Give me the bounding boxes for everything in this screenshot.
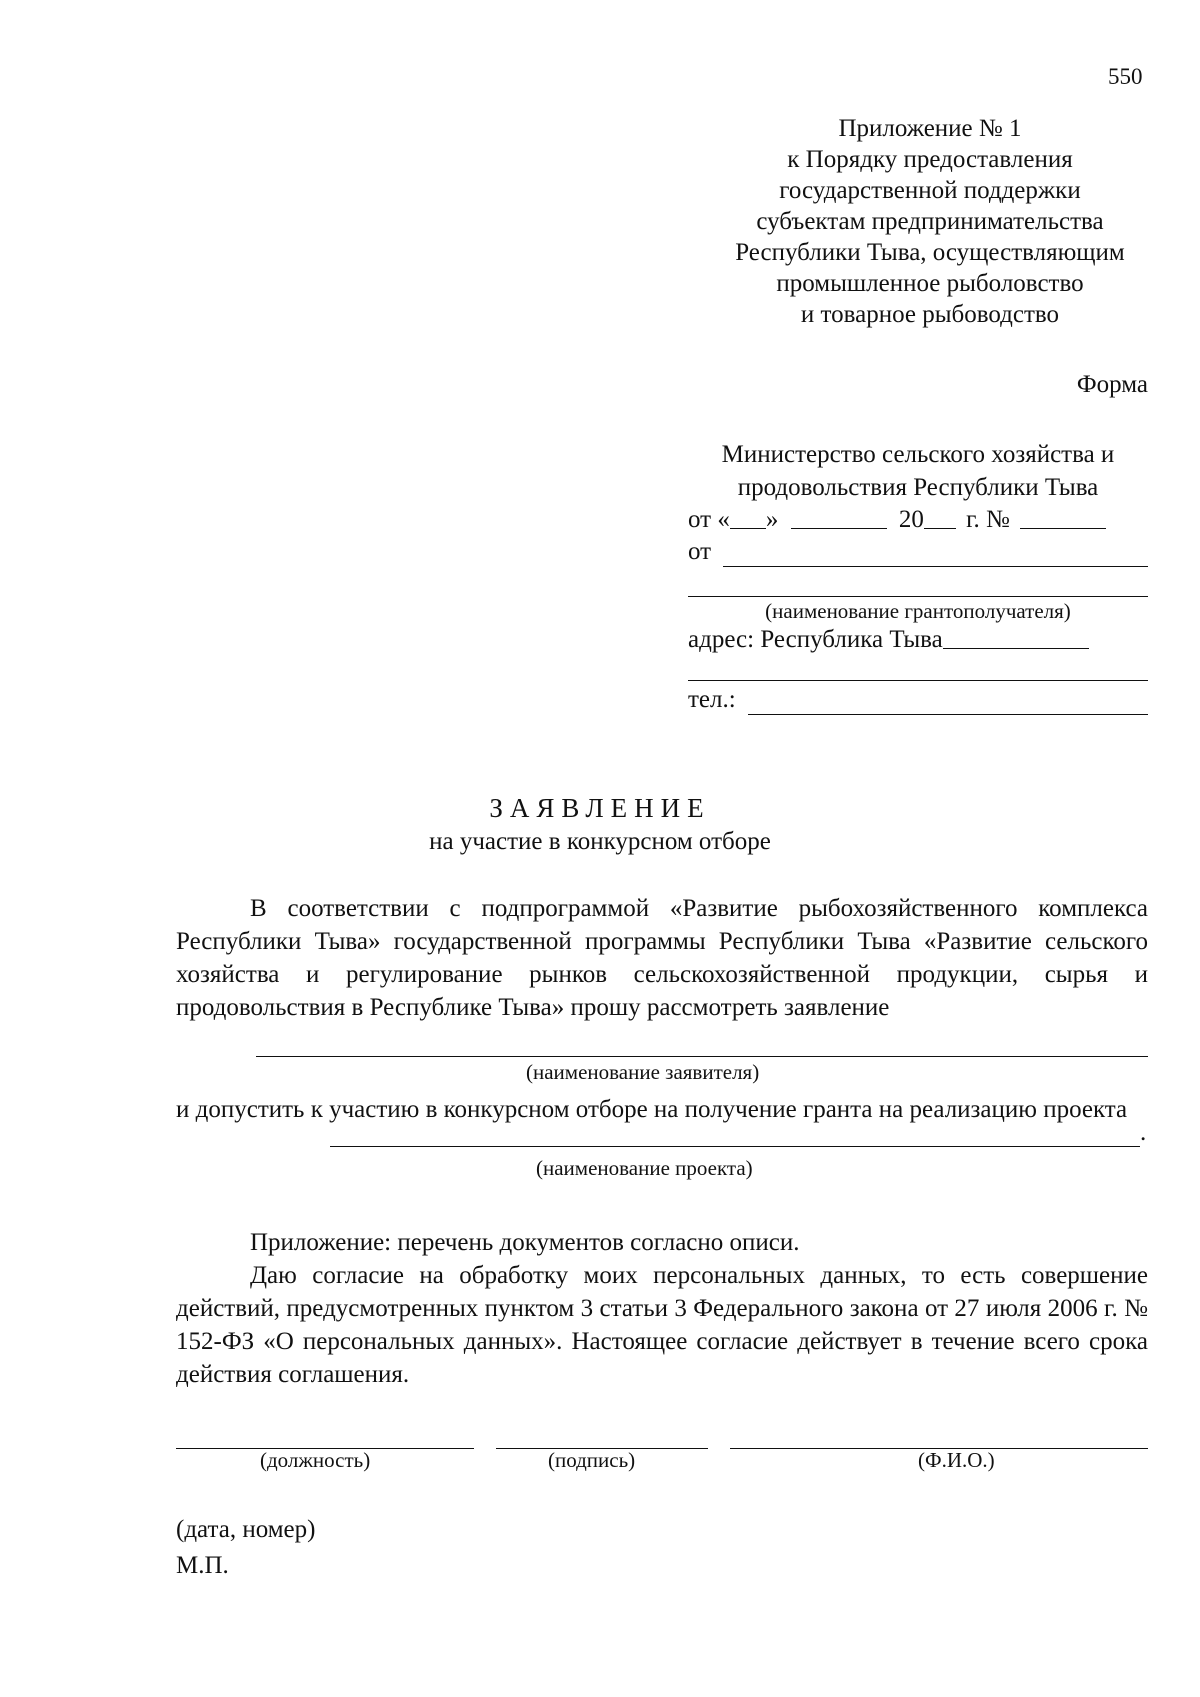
from-field[interactable] <box>723 542 1148 567</box>
phone-label: тел.: <box>688 686 736 713</box>
consent-paragraph: Даю согласие на обработку моих персональных данных, то есть совершение действий, предусмотренных пунктом 3 статьи 3 Федерального закона от 27 июля 2006 г. № 152-ФЗ «О персональных данных». Настоящее согласие действует в течение всего срока действия соглашения. <box>176 1262 1148 1388</box>
appendix-line: промышленное рыболовство <box>776 270 1084 297</box>
appendix-header <box>680 113 1180 330</box>
appendix-line: и товарное рыбоводство <box>800 301 1060 328</box>
application-body-3 <box>176 1226 1148 1391</box>
title-main: ЗАЯВЛЕНИЕ <box>489 793 711 823</box>
phone-row <box>688 684 1148 716</box>
position-field[interactable] <box>176 1424 474 1449</box>
document-page: 550 Приложение № 1 к Порядку предоставления государственной поддержки субъектам предпринимательства Республики Тыва, осуществляющим промышленное рыболовство и товарное рыбоводство Форма Министерство сельского хозяйства и продовольствия Республики Тыва от « » 20 г. № от (наименование грантополучателя) адрес: Республика Тыва тел.: ЗАЯВЛЕНИЕ на участие в конкурсном отборе В соответствии с подпрограммой «Развитие рыбохозяйственного комплекса Республики Тыва» государственной программы Республики Тыва «Развитие сельского хозяйства и регулирование рынков сельскохозяйственной продукции, сырья и продовольствия в Республике Тыва» прошу рассмотреть заявление (наименование заявителя) и допустить к участию в конкурсном отборе на получение гранта на реализацию проекта . (наименование проекта) Приложение: перечень документов согласно описи. Даю согласие на обработку моих персональных данных, то есть совершение действий, предусмотренных пунктом 3 статьи 3 Федерального закона от 27 июля 2006 г. № 152-ФЗ «О персональных данных». Настоящее согласие действует в течение всего срока действия соглашения. (должность) (подпись) (Ф.И.О.) (дата, номер) М.П. <box>0 0 1200 1697</box>
project-name-field[interactable] <box>330 1122 1140 1147</box>
day-field[interactable] <box>730 504 766 529</box>
year-suffix: г. № <box>966 506 1010 533</box>
position-caption: (должность) <box>260 1448 371 1472</box>
date-number-row <box>688 504 1148 536</box>
date-number-label: (дата, номер) <box>176 1516 316 1543</box>
grantee-name-field[interactable] <box>688 572 1148 597</box>
signature-caption: (подпись) <box>548 1448 636 1472</box>
document-title <box>0 790 1200 858</box>
appendix-line: к Порядку предоставления <box>787 146 1073 173</box>
signature-field[interactable] <box>496 1424 708 1449</box>
recipient-ministry-line1: Министерство сельского хозяйства и <box>721 441 1115 468</box>
year-prefix: 20 <box>898 506 924 533</box>
phone-field[interactable] <box>748 690 1148 715</box>
form-label: Форма <box>1076 371 1148 398</box>
address-continuation-field[interactable] <box>688 656 1148 681</box>
year-field[interactable] <box>924 504 956 529</box>
applicant-caption: (наименование заявителя) <box>526 1060 760 1084</box>
appendix-line: субъектам предпринимательства <box>756 208 1104 235</box>
full-name-caption: (Ф.И.О.) <box>918 1448 995 1472</box>
appendix-line: Республики Тыва, осуществляющим <box>735 239 1125 266</box>
full-name-field[interactable] <box>730 1424 1148 1449</box>
application-body <box>176 892 1148 1024</box>
from-label: от <box>688 538 712 565</box>
appendix-line: государственной поддержки <box>779 177 1081 204</box>
page-number: 550 <box>1108 64 1143 89</box>
seal-label: М.П. <box>176 1552 229 1579</box>
month-field[interactable] <box>791 504 887 529</box>
recipient-block <box>688 438 1148 716</box>
grantee-caption: (наименование грантополучателя) <box>765 599 1071 623</box>
address-field[interactable] <box>943 624 1089 649</box>
paragraph-request: В соответствии с подпрограммой «Развитие рыбохозяйственного комплекса Республики Тыва» государственной программы Республики Тыва «Развитие сельского хозяйства и регулирование рынков сельскохозяйственной продукции, сырья и продовольствия в Республике Тыва» прошу рассмотреть заявление <box>176 895 1148 1021</box>
appendix-line: Приложение № 1 <box>838 115 1022 142</box>
address-label: адрес: Республика Тыва <box>688 626 943 653</box>
date-quote-close: » <box>765 506 779 533</box>
address-row <box>688 624 1148 656</box>
title-sub: на участие в конкурсном отборе <box>429 828 771 855</box>
project-caption: (наименование проекта) <box>536 1156 753 1180</box>
date-prefix: от « <box>688 506 730 533</box>
applicant-name-field[interactable] <box>256 1032 1148 1057</box>
registration-number-field[interactable] <box>1020 504 1106 529</box>
attachment-line: Приложение: перечень документов согласно описи. <box>250 1229 800 1256</box>
recipient-ministry-line2: продовольствия Республики Тыва <box>737 474 1099 501</box>
paragraph-admit: и допустить к участию в конкурсном отборе на получение гранта на реализацию проекта <box>176 1096 1128 1123</box>
from-row <box>688 536 1148 568</box>
